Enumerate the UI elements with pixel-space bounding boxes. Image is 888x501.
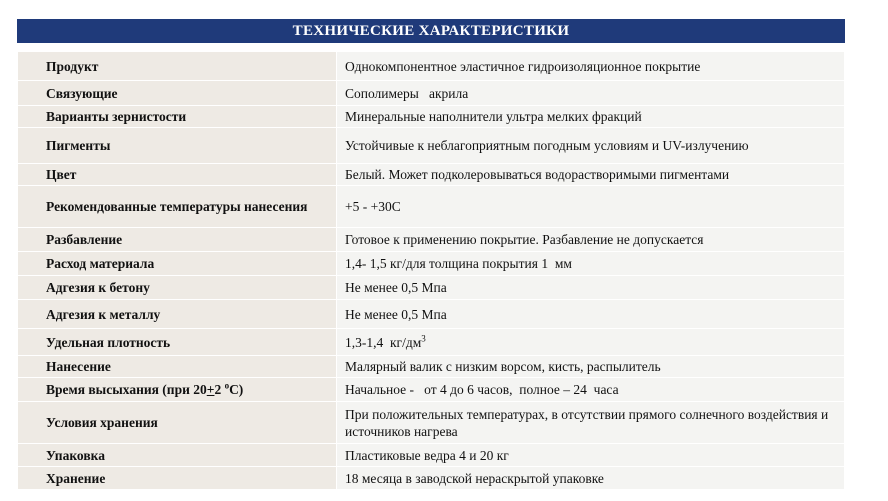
table-row [18, 467, 845, 490]
table-row [18, 276, 845, 300]
row-value: При положительных температурах, в отсутствии прямого солнечного воздействия и источников нагрева [337, 402, 845, 444]
row-value: Сополимеры акрила [337, 81, 845, 106]
drying-key-plusminus: + [206, 382, 215, 397]
row-key: Рекомендованные температуры нанесения [18, 186, 337, 228]
row-key: Условия хранения [18, 402, 337, 444]
row-value [337, 329, 845, 356]
table-row [18, 356, 845, 378]
table-row [18, 128, 845, 164]
row-key: Удельная плотность [18, 329, 337, 356]
specs-table [17, 51, 845, 490]
table-row [18, 300, 845, 329]
row-key: Варианты зернистости [18, 106, 337, 128]
table-row [18, 378, 845, 402]
drying-key-mid: 2 [214, 382, 225, 397]
row-value: Белый. Может подколеровываться водорастворимыми пигментами [337, 164, 845, 186]
table-row [18, 228, 845, 252]
row-key [18, 378, 337, 402]
row-value: 1,4- 1,5 кг/для толщина покрытия 1 мм [337, 252, 845, 276]
table-row [18, 106, 845, 128]
row-value: Малярный валик с низким ворсом, кисть, распылитель [337, 356, 845, 378]
density-exponent: 3 [421, 333, 426, 343]
row-key: Связующие [18, 81, 337, 106]
row-key: Хранение [18, 467, 337, 490]
row-value: Начальное - от 4 до 6 часов, полное – 24 часа [337, 378, 845, 402]
table-row [18, 164, 845, 186]
drying-key-pre: Время высыхания (при 20 [46, 382, 207, 397]
table-row [18, 329, 845, 356]
row-key: Адгезия к бетону [18, 276, 337, 300]
row-value: Устойчивые к неблагоприятным погодным условиям и UV-излучению [337, 128, 845, 164]
drying-key-degree: о [224, 380, 230, 391]
row-key: Цвет [18, 164, 337, 186]
row-value: Готовое к применению покрытие. Разбавление не допускается [337, 228, 845, 252]
row-value: Не менее 0,5 Мпа [337, 300, 845, 329]
row-key: Упаковка [18, 444, 337, 467]
row-value: +5 - +30С [337, 186, 845, 228]
spec-sheet [17, 19, 845, 490]
table-row [18, 402, 845, 444]
row-key: Пигменты [18, 128, 337, 164]
row-key: Нанесение [18, 356, 337, 378]
row-value: Не менее 0,5 Мпа [337, 276, 845, 300]
table-title: ТЕХНИЧЕСКИЕ ХАРАКТЕРИСТИКИ [17, 19, 845, 43]
row-key: Расход материала [18, 252, 337, 276]
table-row [18, 252, 845, 276]
table-row [18, 186, 845, 228]
table-row [18, 52, 845, 81]
table-row [18, 444, 845, 467]
drying-key-post: С) [229, 382, 244, 397]
row-key: Разбавление [18, 228, 337, 252]
row-key: Продукт [18, 52, 337, 81]
row-value: Однокомпонентное эластичное гидроизоляционное покрытие [337, 52, 845, 81]
row-value: Минеральные наполнители ультра мелких фракций [337, 106, 845, 128]
table-row [18, 81, 845, 106]
density-value: 1,3-1,4 кг/дм [345, 334, 422, 350]
row-value: Пластиковые ведра 4 и 20 кг [337, 444, 845, 467]
row-key: Адгезия к металлу [18, 300, 337, 329]
row-value: 18 месяца в заводской нераскрытой упаковке [337, 467, 845, 490]
